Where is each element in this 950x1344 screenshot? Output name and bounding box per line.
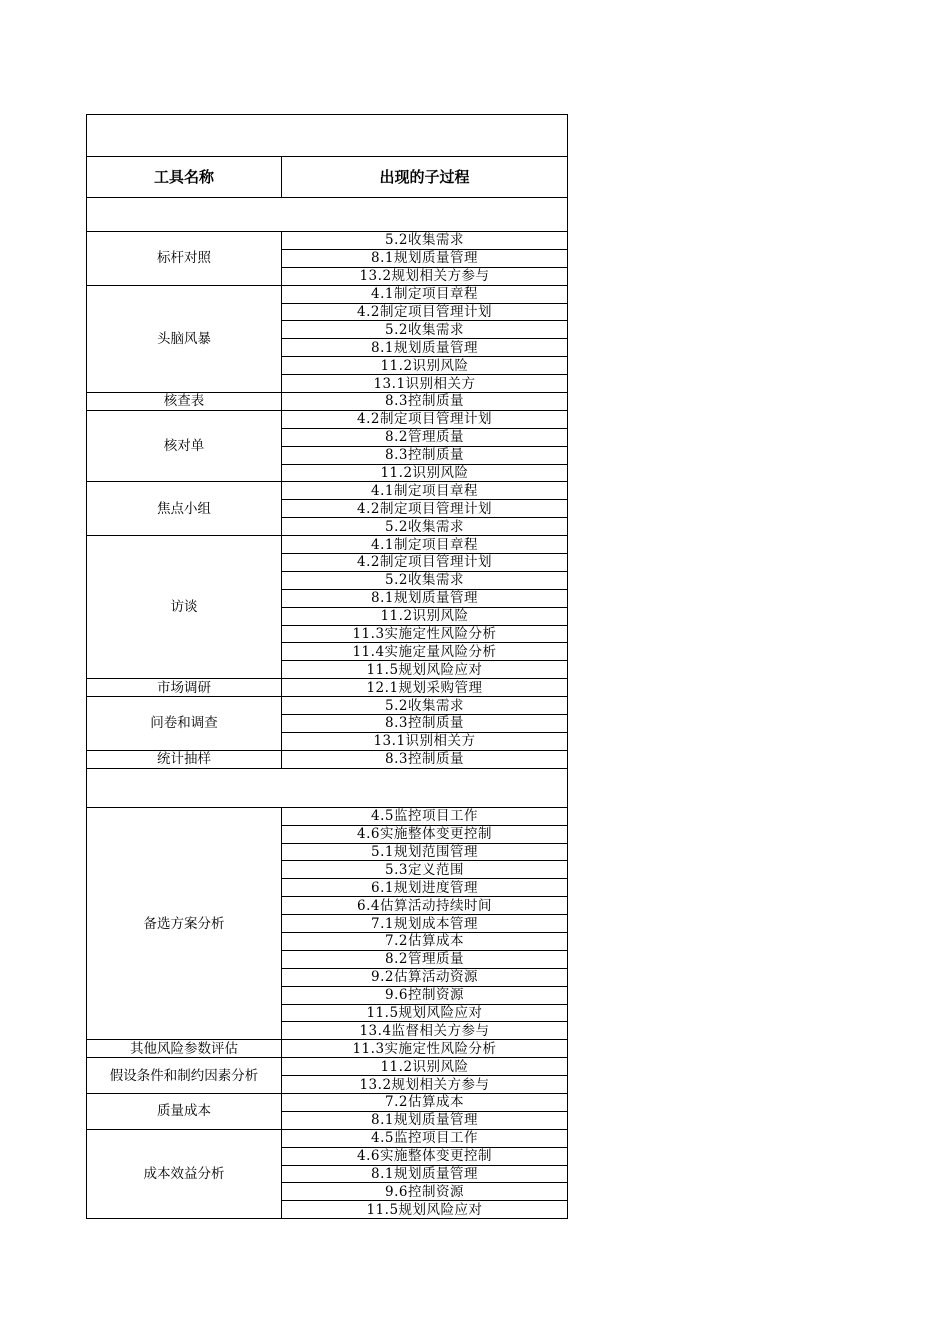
sub-process-cell: 4.2制定项目管理计划 bbox=[282, 410, 568, 428]
sub-process-cell: 5.2收集需求 bbox=[282, 232, 568, 250]
tool-name-cell: 成本效益分析 bbox=[87, 1129, 282, 1218]
sub-process-cell: 11.2识别风险 bbox=[282, 607, 568, 625]
sub-process-cell: 4.5监控项目工作 bbox=[282, 807, 568, 825]
sub-process-cell: 8.2管理质量 bbox=[282, 950, 568, 968]
table-row bbox=[87, 393, 568, 411]
table-row bbox=[87, 410, 568, 428]
sub-process-cell: 11.2识别风险 bbox=[282, 1058, 568, 1076]
sub-process-cell: 8.3控制质量 bbox=[282, 750, 568, 768]
sub-process-cell: 5.2收集需求 bbox=[282, 321, 568, 339]
header-tool-name: 工具名称 bbox=[87, 157, 282, 198]
sub-process-cell: 8.3控制质量 bbox=[282, 446, 568, 464]
sub-process-cell: 11.3实施定性风险分析 bbox=[282, 625, 568, 643]
tool-name-cell: 头脑风暴 bbox=[87, 285, 282, 392]
sub-process-cell: 7.1规划成本管理 bbox=[282, 915, 568, 933]
sub-process-cell: 13.2规划相关方参与 bbox=[282, 267, 568, 285]
header-row bbox=[87, 157, 568, 198]
sub-process-cell: 11.3实施定性风险分析 bbox=[282, 1040, 568, 1058]
sub-process-cell: 8.1规划质量管理 bbox=[282, 339, 568, 357]
sub-process-cell: 6.1规划进度管理 bbox=[282, 879, 568, 897]
sub-process-cell: 8.2管理质量 bbox=[282, 428, 568, 446]
sub-process-cell: 11.2识别风险 bbox=[282, 357, 568, 375]
section-separator-cell bbox=[87, 768, 568, 807]
sub-process-cell: 11.2识别风险 bbox=[282, 464, 568, 482]
table-row bbox=[87, 679, 568, 697]
table-row bbox=[87, 536, 568, 554]
sub-process-cell: 7.2估算成本 bbox=[282, 1093, 568, 1111]
table-row bbox=[87, 482, 568, 500]
sub-process-cell: 4.2制定项目管理计划 bbox=[282, 500, 568, 518]
sub-process-cell: 8.1规划质量管理 bbox=[282, 589, 568, 607]
sub-process-cell: 11.4实施定量风险分析 bbox=[282, 643, 568, 661]
sub-process-cell: 9.6控制资源 bbox=[282, 986, 568, 1004]
sub-process-cell: 8.3控制质量 bbox=[282, 715, 568, 733]
table-row bbox=[87, 697, 568, 715]
tool-name-cell: 备选方案分析 bbox=[87, 807, 282, 1040]
sub-process-cell: 5.2收集需求 bbox=[282, 571, 568, 589]
tool-process-table bbox=[86, 114, 568, 1219]
tool-name-cell: 统计抽样 bbox=[87, 750, 282, 768]
tool-name-cell: 问卷和调查 bbox=[87, 697, 282, 751]
tool-name-cell: 质量成本 bbox=[87, 1093, 282, 1129]
sub-process-cell: 13.2规划相关方参与 bbox=[282, 1076, 568, 1094]
sub-process-cell: 4.6实施整体变更控制 bbox=[282, 825, 568, 843]
sub-process-cell: 5.2收集需求 bbox=[282, 697, 568, 715]
sub-process-cell: 13.1识别相关方 bbox=[282, 375, 568, 393]
sub-process-cell: 4.6实施整体变更控制 bbox=[282, 1147, 568, 1165]
sub-process-cell: 8.3控制质量 bbox=[282, 393, 568, 411]
sub-process-cell: 5.1规划范围管理 bbox=[282, 843, 568, 861]
sub-process-cell: 4.1制定项目章程 bbox=[282, 536, 568, 554]
sub-process-cell: 7.2估算成本 bbox=[282, 932, 568, 950]
sub-process-cell: 8.1规划质量管理 bbox=[282, 249, 568, 267]
table-body bbox=[87, 115, 568, 1219]
sub-process-cell: 12.1规划采购管理 bbox=[282, 679, 568, 697]
sub-process-cell: 11.5规划风险应对 bbox=[282, 1201, 568, 1219]
table-row bbox=[87, 1058, 568, 1076]
title-cell bbox=[87, 115, 568, 157]
sub-process-cell: 8.1规划质量管理 bbox=[282, 1165, 568, 1183]
header-sub-process: 出现的子过程 bbox=[282, 157, 568, 198]
tool-name-cell: 其他风险参数评估 bbox=[87, 1040, 282, 1058]
section-separator-cell bbox=[87, 198, 568, 232]
table-row bbox=[87, 750, 568, 768]
sub-process-cell: 6.4估算活动持续时间 bbox=[282, 897, 568, 915]
sub-process-cell: 4.5监控项目工作 bbox=[282, 1129, 568, 1147]
sub-process-cell: 4.2制定项目管理计划 bbox=[282, 303, 568, 321]
sub-process-cell: 11.5规划风险应对 bbox=[282, 661, 568, 679]
sub-process-cell: 5.2收集需求 bbox=[282, 518, 568, 536]
table-row bbox=[87, 807, 568, 825]
sub-process-cell: 5.3定义范围 bbox=[282, 861, 568, 879]
sub-process-cell: 8.1规划质量管理 bbox=[282, 1111, 568, 1129]
tool-name-cell: 核查表 bbox=[87, 393, 282, 411]
tool-name-cell: 访谈 bbox=[87, 536, 282, 679]
table-row bbox=[87, 232, 568, 250]
sub-process-cell: 9.6控制资源 bbox=[282, 1183, 568, 1201]
table-row bbox=[87, 1093, 568, 1111]
sub-process-cell: 4.1制定项目章程 bbox=[282, 285, 568, 303]
table-row bbox=[87, 1040, 568, 1058]
table-row bbox=[87, 285, 568, 303]
sub-process-cell: 13.1识别相关方 bbox=[282, 732, 568, 750]
tool-name-cell: 标杆对照 bbox=[87, 232, 282, 286]
tool-name-cell: 市场调研 bbox=[87, 679, 282, 697]
title-row bbox=[87, 115, 568, 157]
tool-name-cell: 假设条件和制约因素分析 bbox=[87, 1058, 282, 1094]
sub-process-cell: 13.4监督相关方参与 bbox=[282, 1022, 568, 1040]
tool-name-cell: 核对单 bbox=[87, 410, 282, 482]
tool-name-cell: 焦点小组 bbox=[87, 482, 282, 536]
sub-process-cell: 9.2估算活动资源 bbox=[282, 968, 568, 986]
sub-process-cell: 4.1制定项目章程 bbox=[282, 482, 568, 500]
sub-process-cell: 11.5规划风险应对 bbox=[282, 1004, 568, 1022]
sub-process-cell: 4.2制定项目管理计划 bbox=[282, 554, 568, 572]
section-separator-row bbox=[87, 198, 568, 232]
table-row bbox=[87, 1129, 568, 1147]
section-separator-row bbox=[87, 768, 568, 807]
